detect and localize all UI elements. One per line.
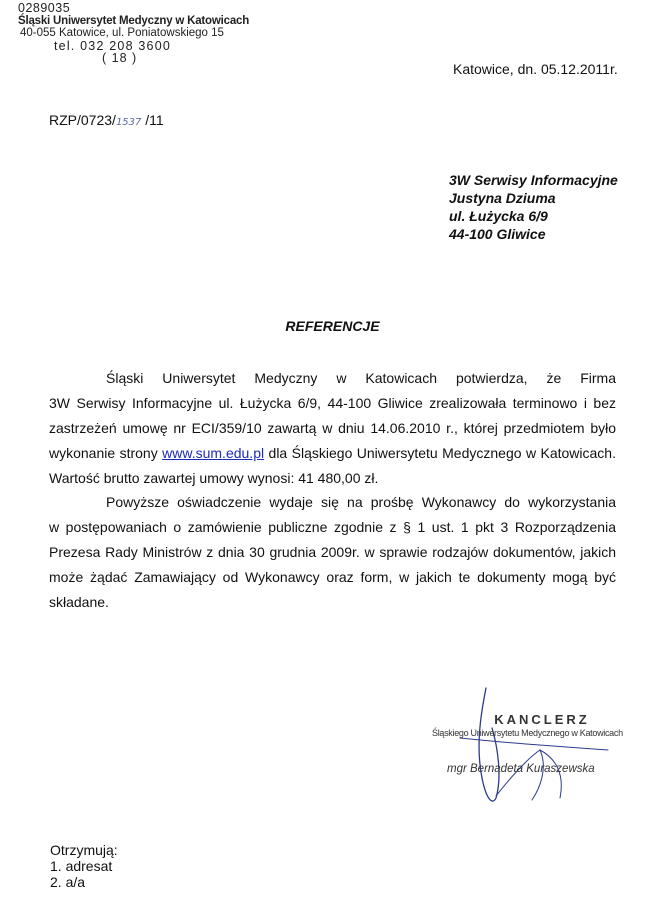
paragraph-line: Prezesa Rady Ministrów z dnia 30 grudnia 2009r. w sprawie rodzajów dokumentów, jakich [49, 544, 616, 560]
paragraph-line: może żądać Zamawiający od Wykonawcy oraz form, w jakich te dokumenty mogą być [49, 569, 616, 585]
paragraph-line: 3W Serwisy Informacyjne ul. Łużycka 6/9, 44-100 Gliwice zrealizowała terminowo i bez [49, 395, 616, 411]
stamp-phone: tel. 032 208 3600 [54, 38, 172, 53]
addressee-person: Justyna Dziuma [449, 190, 556, 206]
stamp-number: 0289035 [18, 1, 71, 15]
website-link[interactable]: www.sum.edu.pl [162, 445, 265, 461]
recipients-list [50, 842, 118, 890]
stamp-organization: Śląski Uniwersytet Medyczny w Katowicach [18, 14, 250, 27]
paragraph-line: Śląski Uniwersytet Medyczny w Katowicach potwierdza, że Firma [106, 370, 616, 386]
reference-number [49, 112, 164, 128]
handwritten-signature [440, 678, 630, 813]
link-suffix-text: dla Śląskiego Uniwersytetu Medycznego w Katowicach. [264, 445, 616, 461]
addressee-company: 3W Serwisy Informacyjne [449, 172, 618, 188]
recipients-heading: Otrzymują: [50, 842, 118, 858]
reference-prefix: RZP/0723/ [49, 112, 116, 128]
addressee-city: 44-100 Gliwice [449, 226, 546, 242]
paragraph-purpose [49, 490, 616, 615]
recipient-item: 1. adresat [50, 858, 113, 874]
paragraph-line: Powyższe oświadczenie wydaje się na prośbę Wykonawcy do wykorzystania [106, 494, 616, 510]
link-prefix-text: wykonanie strony [49, 445, 163, 461]
sender-stamp [18, 2, 249, 65]
addressee-street: ul. Łużycka 6/9 [449, 208, 548, 224]
paragraph-line [49, 441, 616, 466]
signature-title: KANCLERZ [494, 712, 590, 727]
signature-stamp [432, 712, 623, 738]
paragraph-line: Wartość brutto zawartej umowy wynosi: 41 480,00 zł. [49, 470, 379, 486]
addressee-block [449, 171, 618, 243]
stamp-address: 40-055 Katowice, ul. Poniatowskiego 15 [20, 27, 224, 39]
paragraph-confirmation [49, 366, 616, 491]
recipient-item: 2. a/a [50, 874, 86, 890]
letter-date: Katowice, dn. 05.12.2011r. [453, 61, 618, 77]
paragraph-line: w postępowaniach o zamówienie publiczne zgodnie z § 1 ust. 1 pkt 3 Rozporządzenia [49, 519, 616, 535]
signature-organization: Śląskiego Uniwersytetu Medycznego w Katowicach [432, 728, 623, 738]
paragraph-line: składane. [49, 594, 109, 610]
document-title: REFERENCJE [285, 318, 380, 334]
paragraph-line: zastrzeżeń umowę nr ECI/359/10 zawartą w dniu 14.06.2010 r., której przedmiotem było [49, 420, 616, 436]
signatory-name: mgr Bernadeta Kuraszewska [447, 763, 595, 775]
stamp-code: ( 18 ) [102, 51, 138, 65]
reference-handwritten: 1537 [115, 117, 142, 128]
reference-suffix: /11 [141, 112, 164, 128]
